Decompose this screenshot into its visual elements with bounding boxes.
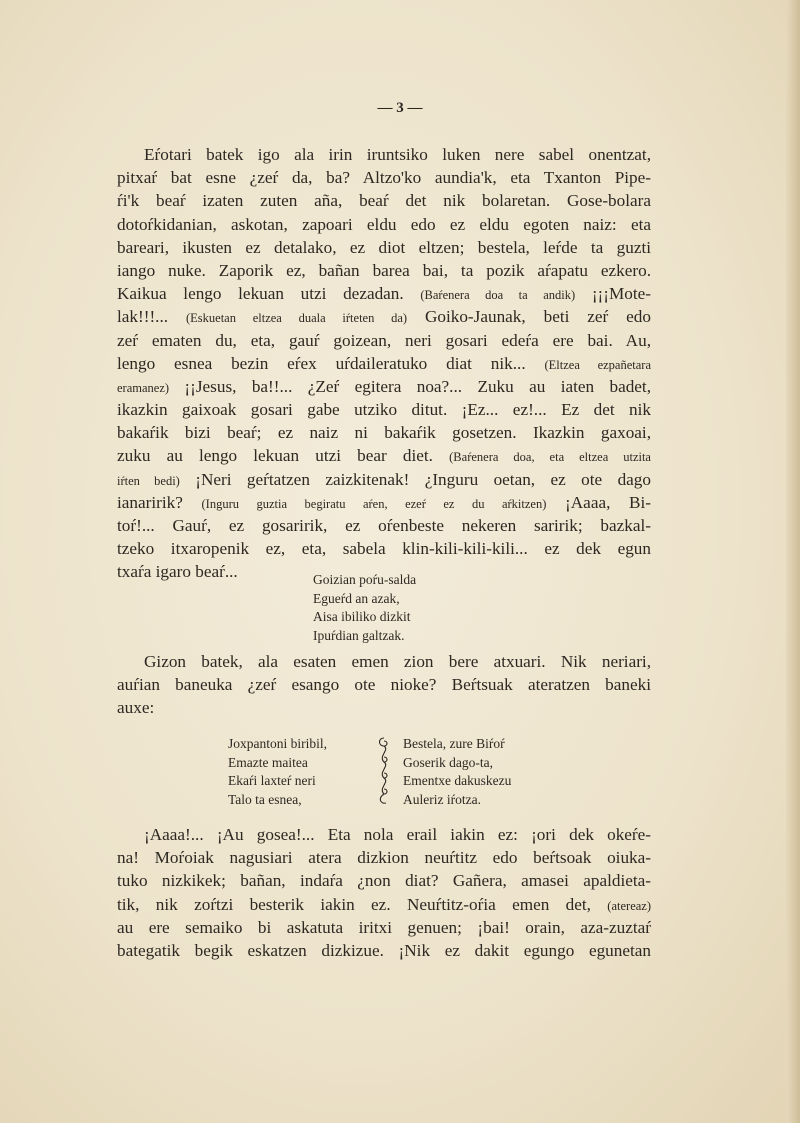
poem-line: Ipuŕdian galtzak. [313,628,405,644]
text-line [117,236,651,259]
poem-line: Goserik dago-ta, [403,754,493,770]
text-segment: bategatik begik eskatzen dizkizue. ¡Nik ez dakit egungo egunetan [117,940,651,960]
poem-line: Emazte maitea [228,754,308,770]
text-line [117,537,651,560]
text-line [117,514,651,537]
text-line [117,468,651,491]
text-line [117,352,651,375]
text-segment: lak!!!... [117,307,186,327]
poem-2-right [403,735,511,810]
text-line [117,673,651,696]
page-edge [786,0,800,1123]
poem-1 [313,571,416,646]
stage-direction: (Baŕenera doa, eta eltzea utzita [449,450,651,465]
text-line [117,650,651,673]
text-segment: bakaŕik bizi beaŕ; ez naiz ni bakaŕik gosetzen. Ikazkin gaxoai, [117,423,651,443]
text-line [117,375,651,398]
text-segment: pitxaŕ bat esne ¿zeŕ da, ba? Altzo'ko aundia'k, eta Txanton Pipe- [117,168,651,188]
scroll-ornament-icon [376,736,392,806]
text-segment: Eŕotari batek igo ala irin iruntsiko luken nere sabel onentzat, [144,145,651,164]
text-segment: txaŕa igaro beaŕ... [117,562,238,582]
page-number: — 3 — [377,100,423,116]
text-segment: ¡Aaaa, Bi- [546,492,651,512]
poem-line: Ementxe dakuskezu [403,773,512,789]
text-segment: auŕian baneuka ¿zeŕ esango ote nioke? Beŕtsuak ateratzen baneki [117,675,651,695]
text-segment: ŕi'k beaŕ izaten zuten aña, beaŕ det nik bolaretan. Gose-bolara [117,191,651,211]
text-line [117,846,651,869]
paragraph-3 [117,823,651,962]
poem-line: Auleriz iŕotza. [403,792,481,808]
stage-direction: (atereaz) [607,898,651,913]
text-line [117,189,651,212]
text-line [117,916,651,939]
text-segment: au ere semaiko bi askatuta iritxi genuen; ¡bai! orain, aza-zuztaŕ [117,917,651,937]
text-line [117,823,651,846]
poem-line: Bestela, zure Biŕoŕ [403,736,505,751]
poem-line: Goizian poŕu-salda [313,572,417,587]
text-segment: zeŕ ematen du, eta, gauŕ goizean, neri gosari edeŕa ere bai. Au, [117,330,651,350]
text-line [117,143,651,166]
text-line [117,398,651,421]
stage-direction: eramanez) [117,380,170,395]
text-segment: tuko nizkikek; bañan, indaŕa ¿non diat? Gañera, amasei apaldieta- [117,871,651,891]
poem-line: Ekaŕi laxteŕ neri [228,773,316,789]
text-line [117,939,651,962]
text-line [117,421,651,444]
text-line [117,213,651,236]
text-segment: Goiko-Jaunak, beti zeŕ edo [407,307,651,327]
stage-direction: (Inguru guztia begiratu aŕen, ezeŕ ez du aŕkitzen) [201,496,547,511]
text-segment: dotoŕkidanian, askotan, zapoari eldu edo ez eldu egoten naiz: eta [117,214,651,234]
text-line [117,305,651,328]
text-segment: ikazkin gaixoak gosari gabe utziko ditut. ¡Ez... ez!... Ez det nik [117,400,651,420]
text-segment: zuku au lengo lekuan utzi bear diet. [117,446,450,466]
text-segment: ¡¡¡Mote- [575,284,651,304]
text-segment: ianaririk? [117,492,202,512]
stage-direction: iŕten bedi) [117,473,180,488]
text-line [117,869,651,892]
text-segment: ¡Neri geŕtatzen zaizkitenak! ¿Inguru oetan, ez ote dago [179,469,651,489]
text-line [117,166,651,189]
text-line [117,329,651,352]
poem-2-left [228,735,327,810]
text-line [117,491,651,514]
paragraph-1 [117,143,651,584]
stage-direction: (Baŕenera doa ta andik) [420,288,576,303]
text-segment: ¡Aaaa!... ¡Au gosea!... Eta nola erail iakin ez: ¡ori dek okeŕe- [144,825,651,844]
text-line [117,444,651,467]
poem-line: Aisa ibiliko dizkit [313,609,411,625]
paragraph-2 [117,650,651,720]
poem-line: Talo ta esnea, [228,792,302,808]
text-line [117,282,651,305]
text-line [117,259,651,282]
poem-line: Egueŕd an azak, [313,590,400,606]
text-segment: ¡¡Jesus, ba!!... ¿Zeŕ egitera noa?... Zuku au iaten badet, [169,376,651,396]
text-segment: bareari, ikusten ez detalako, ez diot eltzen; bestela, leŕde ta guzti [117,237,651,257]
stage-direction: (Eltzea ezpañetara [544,357,652,372]
text-segment: tik, nik zoŕtzi besterik iakin ez. Neuŕtitz-oŕia emen det, [117,894,608,914]
text-segment: iango nuke. Zaporik ez, bañan barea bai, ta pozik aŕapatu ezkero. [117,260,651,280]
text-segment: Gizon batek, ala esaten emen zion bere atxuari. Nik neriari, [144,652,651,671]
text-segment: toŕ!... Gauŕ, ez gosaririk, ez oŕenbeste nekeren saririk; bazkal- [117,516,651,535]
poem-line: Joxpantoni biribil, [228,736,327,751]
text-line [117,893,651,916]
text-segment: na! Moŕoiak nagusiari atera dizkion neuŕtitz edo beŕtsoak oiuka- [117,848,651,868]
text-segment: auxe: [117,698,155,718]
text-segment: tzeko itxaropenik ez, eta, sabela klin-kili-kili-kili... ez dek egun [117,539,651,559]
stage-direction: (Eskuetan eltzea duala iŕteten da) [185,311,408,326]
text-line [117,696,651,719]
text-segment: lengo esnea bezin eŕex uŕdaileratuko diat nik... [117,353,545,373]
text-segment: Kaikua lengo lekuan utzi dezadan. [117,284,421,304]
